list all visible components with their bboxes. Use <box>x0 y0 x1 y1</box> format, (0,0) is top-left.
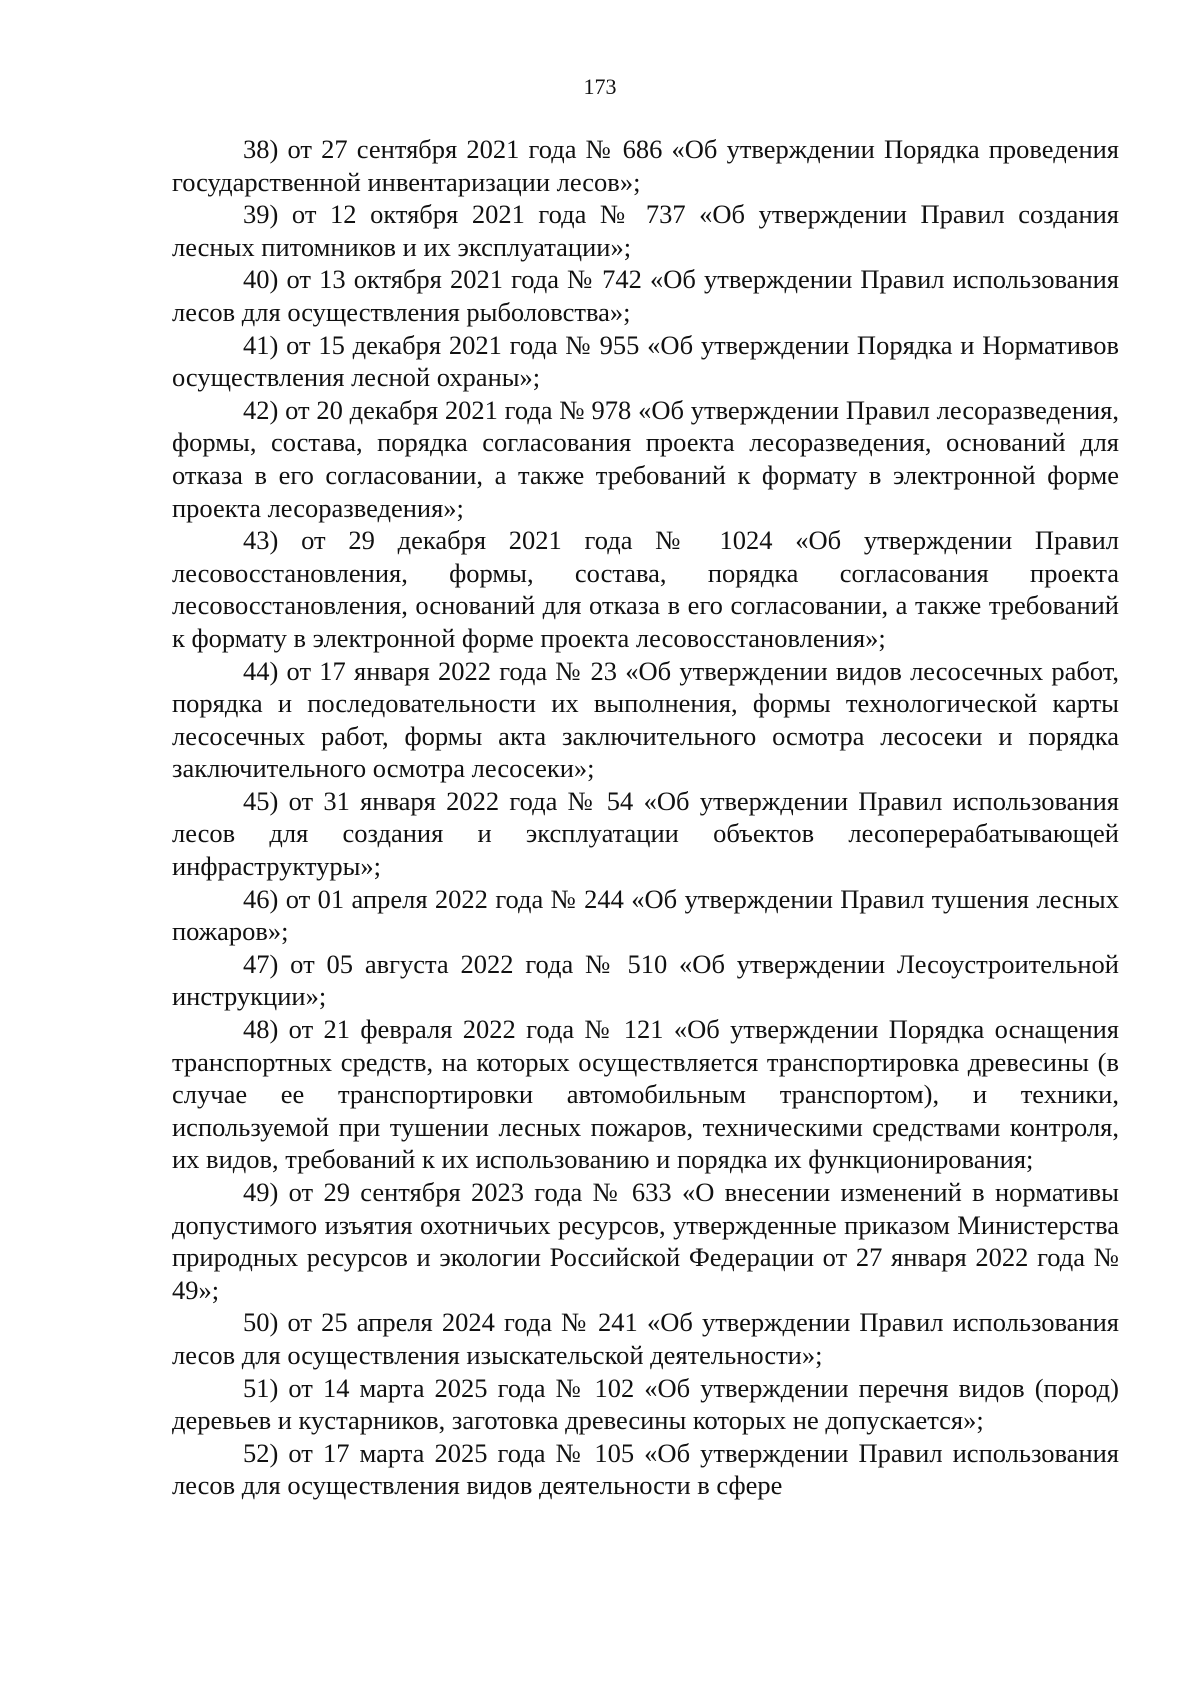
list-item: 48) от 21 февраля 2022 года № 121 «Об утверждении Порядка оснащения транспортных средств, на которых осуществляется транспортировка древесины (в случае ее транспортировки автомобильным транспортом), и техники, используемой при тушении лесных пожаров, техническими средствами контроля, их видов, требований к их использованию и порядка их функционирования; <box>172 1014 1119 1175</box>
list-item: 49) от 29 сентября 2023 года № 633 «О внесении изменений в нормативы допустимого изъятия охотничьих ресурсов, утвержденные приказом Министерства природных ресурсов и экологии Российской Федерации от 27 января 2022 года № 49»; <box>172 1177 1119 1305</box>
list-item: 50) от 25 апреля 2024 года № 241 «Об утверждении Правил использования лесов для осуществления изыскательской деятельности»; <box>172 1307 1119 1370</box>
list-item: 43) от 29 декабря 2021 года № 1024 «Об утверждении Правил лесовосстановления, формы, состава, порядка согласования проекта лесовосстановления, оснований для отказа в его согласовании, а также требований к формату в электронной форме проекта лесовосстановления»; <box>172 525 1119 653</box>
list-item: 42) от 20 декабря 2021 года № 978 «Об утверждении Правил лесоразведения, формы, состава, порядка согласования проекта лесоразведения, оснований для отказа в его согласовании, а также требований к формату в электронной форме проекта лесоразведения»; <box>172 394 1119 523</box>
list-item: 39) от 12 октября 2021 года № 737 «Об утверждении Правил создания лесных питомников и их эксплуатации»; <box>172 199 1119 262</box>
list-item: 47) от 05 августа 2022 года № 510 «Об утверждении Лесоустроительной инструкции»; <box>172 948 1119 1012</box>
list-item: 46) от 01 апреля 2022 года № 244 «Об утверждении Правил тушения лесных пожаров»; <box>172 883 1119 947</box>
list-item: 41) от 15 декабря 2021 года № 955 «Об утверждении Порядка и Нормативов осуществления лесной охраны»; <box>172 329 1119 393</box>
list-item: 52) от 17 марта 2025 года № 105 «Об утверждении Правил использования лесов для осуществления видов деятельности в сфере <box>172 1437 1119 1501</box>
page-number: 173 <box>583 74 617 99</box>
list-item: 38) от 27 сентября 2021 года № 686 «Об утверждении Порядка проведения государственной инвентаризации лесов»; <box>172 134 1119 197</box>
list-item: 44) от 17 января 2022 года № 23 «Об утверждении видов лесосечных работ, порядка и последовательности их выполнения, формы технологической карты лесосечных работ, формы акта заключительного осмотра лесосеки и порядка заключительного осмотра лесосеки»; <box>172 655 1119 784</box>
list-item: 51) от 14 марта 2025 года № 102 «Об утверждении перечня видов (пород) деревьев и кустарников, заготовка древесины которых не допускается»; <box>172 1372 1119 1436</box>
list-item: 40) от 13 октября 2021 года № 742 «Об утверждении Правил использования лесов для осуществления рыболовства»; <box>172 264 1119 327</box>
document-body <box>172 133 1119 1502</box>
list-item: 45) от 31 января 2022 года № 54 «Об утверждении Правил использования лесов для создания и эксплуатации объектов лесоперерабатывающей инфраструктуры»; <box>172 785 1119 882</box>
